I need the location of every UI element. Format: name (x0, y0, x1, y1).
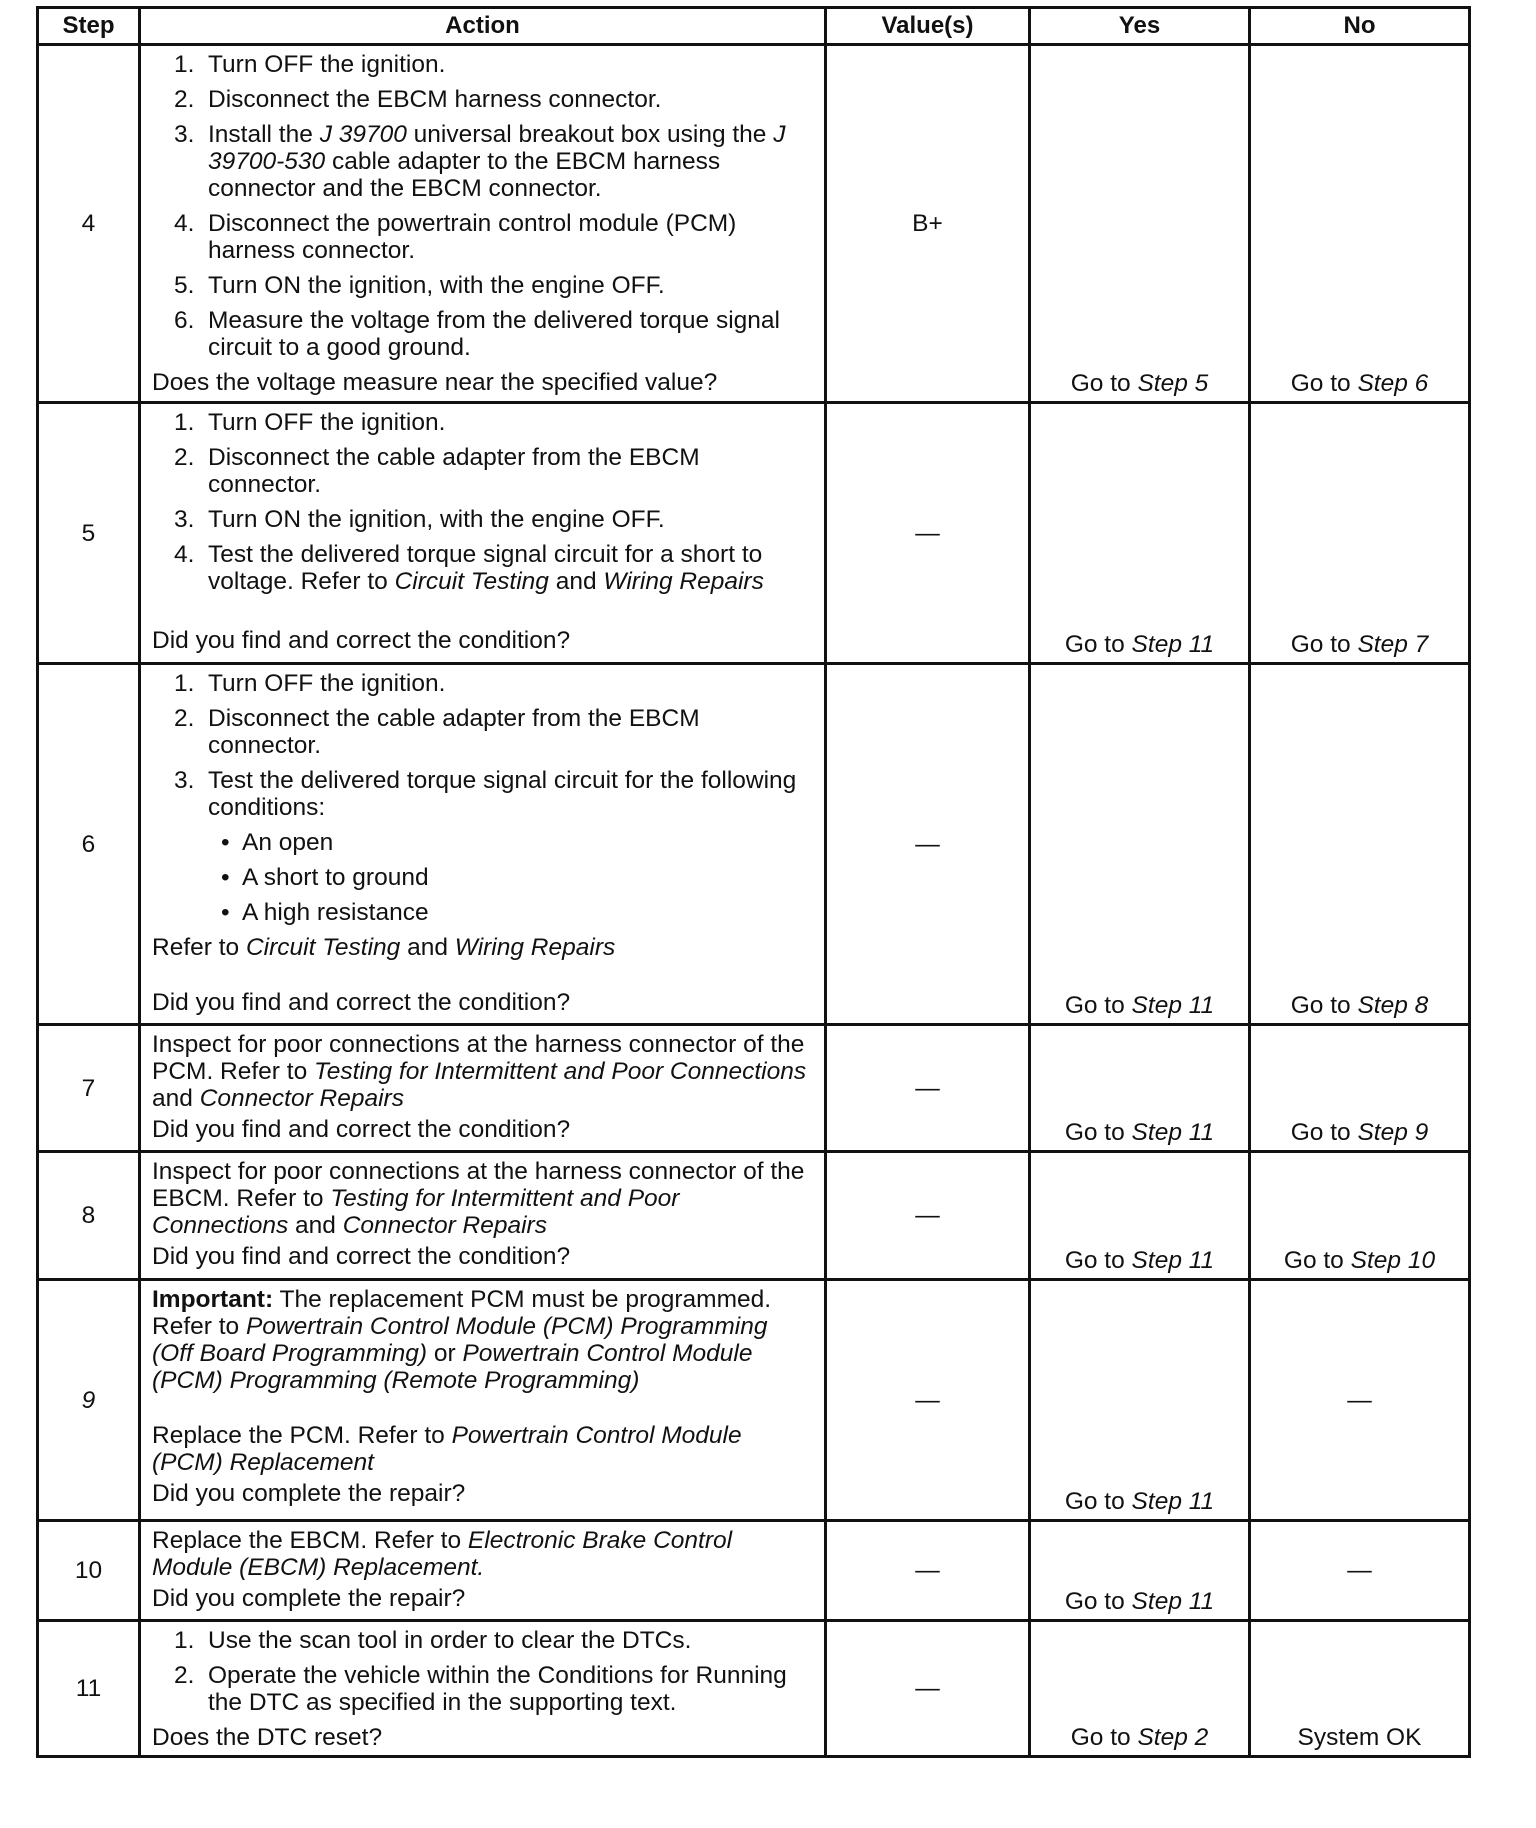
yes-cell: Go to Step 11 (1030, 1025, 1250, 1152)
reference: Wiring Repairs (454, 934, 616, 961)
no-cell: Go to Step 7 (1250, 403, 1470, 664)
step-link[interactable]: Step 11 (1131, 992, 1215, 1019)
table-row-step-7 (38, 1025, 1470, 1152)
table-row-step-8 (38, 1152, 1470, 1280)
yes-cell: Go to Step 2 (1030, 1621, 1250, 1757)
reference: Testing for Intermittent and Poor Connections (314, 1058, 807, 1085)
reference: Connector Repairs (342, 1212, 547, 1239)
important-note: Important: The replacement PCM must be programmed. Refer to Powertrain Control Module (PCM) Programming (Off Board Programming) or Powertrain Control Module (PCM) Programming (Remote Programming) (152, 1286, 772, 1394)
action-cell: Replace the EBCM. Refer to Electronic Brake Control Module (EBCM) Replacement. Did you complete the repair? (140, 1521, 826, 1621)
no-cell: — (1250, 1521, 1470, 1621)
yes-cell: Go to Step 11 (1030, 1152, 1250, 1280)
value-cell: — (826, 1621, 1030, 1757)
table-row-step-4 (38, 45, 1470, 403)
step-number: 9 (38, 1280, 140, 1521)
list-item: 1. Turn OFF the ignition. (174, 51, 446, 78)
step-link[interactable]: Step 10 (1350, 1247, 1436, 1274)
list-item: 2. Disconnect the cable adapter from the EBCM connector. (174, 705, 700, 759)
step-link[interactable]: Step 2 (1137, 1724, 1209, 1751)
action-cell (140, 403, 826, 664)
reference: Powertrain Control Module (PCM) Replacement (152, 1422, 742, 1476)
tool-reference: J 39700-530 (208, 121, 786, 175)
step-link[interactable]: Step 6 (1357, 370, 1429, 397)
no-cell: Go to Step 8 (1250, 664, 1470, 1025)
step-link[interactable]: Step 11 (1131, 1488, 1215, 1515)
header-step: Step (38, 8, 140, 45)
reference: Testing for Intermittent and Poor Connections (152, 1185, 680, 1239)
action-cell: Important: The replacement PCM must be programmed. Refer to Powertrain Control Module (PCM) Programming (Off Board Programming) or Powertrain Control Module (PCM) Programming (Remote Programming) Replace the PCM. Refer to Powertrain Control Module (PCM) Replacement Did you complete the repair? (140, 1280, 826, 1521)
question: Does the voltage measure near the specified value? (152, 369, 718, 396)
value-cell: — (826, 664, 1030, 1025)
question: Did you find and correct the condition? (152, 1243, 571, 1270)
step-link[interactable]: Step 11 (1131, 1588, 1215, 1615)
question: Did you find and correct the condition? (152, 627, 571, 654)
list-item: 1. Turn OFF the ignition. (174, 670, 446, 697)
no-cell: System OK (1250, 1621, 1470, 1757)
table-row-step-11 (38, 1621, 1470, 1757)
action-cell: Inspect for poor connections at the harness connector of the EBCM. Refer to Testing for Intermittent and Poor Connections and Connector Repairs Did you find and correct the condition? (140, 1152, 826, 1280)
yes-cell: Go to Step 5 (1030, 45, 1250, 403)
step-link[interactable]: Step 9 (1357, 1119, 1429, 1146)
step-link[interactable]: Step 8 (1357, 992, 1429, 1019)
action-cell (140, 1621, 826, 1757)
reference: Connector Repairs (199, 1085, 404, 1112)
question: Did you complete the repair? (152, 1585, 466, 1612)
diagnostic-table (36, 6, 1471, 1758)
reference: Circuit Testing (394, 568, 549, 595)
list-item: 4. Test the delivered torque signal circuit for a short to voltage. Refer to Circuit Testing and Wiring Repairs (174, 541, 764, 595)
question: Did you complete the repair? (152, 1480, 466, 1507)
table-row-step-6 (38, 664, 1470, 1025)
value-cell: — (826, 403, 1030, 664)
step-number: 4 (38, 45, 140, 403)
header-row (38, 8, 1470, 45)
yes-cell: Go to Step 11 (1030, 1280, 1250, 1521)
list-item: 1. Use the scan tool in order to clear the DTCs. (174, 1627, 692, 1654)
action-cell (140, 664, 826, 1025)
tool-reference: J 39700 (319, 121, 407, 148)
step-link[interactable]: Step 5 (1137, 370, 1209, 397)
action-cell (140, 45, 826, 403)
reference: Electronic Brake Control Module (EBCM) Replacement. (152, 1527, 733, 1581)
reference: Wiring Repairs (603, 568, 764, 595)
header-values: Value(s) (826, 8, 1030, 45)
bullet-item: • A high resistance (221, 899, 429, 926)
table-row-step-9 (38, 1280, 1470, 1521)
table-row-step-10 (38, 1521, 1470, 1621)
value-cell: B+ (826, 45, 1030, 403)
no-cell: — (1250, 1280, 1470, 1521)
list-item: 4. Disconnect the powertrain control module (PCM) harness connector. (174, 210, 737, 264)
list-item: 2. Disconnect the cable adapter from the EBCM connector. (174, 444, 700, 498)
no-cell: Go to Step 6 (1250, 45, 1470, 403)
list-item: 3. Install the J 39700 universal breakout box using the J 39700-530 cable adapter to the EBCM harness connector and the EBCM connector. (174, 121, 786, 202)
table-row-step-5 (38, 403, 1470, 664)
yes-cell: Go to Step 11 (1030, 403, 1250, 664)
reference: Circuit Testing (245, 934, 401, 961)
question: Did you find and correct the condition? (152, 989, 571, 1016)
value-cell: — (826, 1521, 1030, 1621)
reference: Powertrain Control Module (PCM) Programming (Remote Programming) (152, 1340, 753, 1394)
action-cell: Inspect for poor connections at the harness connector of the PCM. Refer to Testing for Intermittent and Poor Connections and Connector Repairs Did you find and correct the condition? (140, 1025, 826, 1152)
header-action: Action (140, 8, 826, 45)
value-cell: — (826, 1280, 1030, 1521)
step-link[interactable]: Step 11 (1131, 631, 1215, 658)
step-number: 11 (38, 1621, 140, 1757)
bullet-item: • An open (221, 829, 334, 856)
list-item: 3. Test the delivered torque signal circuit for the following conditions: (174, 767, 797, 821)
step-number: 8 (38, 1152, 140, 1280)
no-cell: Go to Step 10 (1250, 1152, 1470, 1280)
list-item: 5. Turn ON the ignition, with the engine OFF. (174, 272, 665, 299)
step-number: 5 (38, 403, 140, 664)
question: Does the DTC reset? (152, 1724, 383, 1751)
value-cell: — (826, 1025, 1030, 1152)
step-link[interactable]: Step 11 (1131, 1119, 1215, 1146)
step-number: 7 (38, 1025, 140, 1152)
step-link[interactable]: Step 11 (1131, 1247, 1215, 1274)
value-cell: — (826, 1152, 1030, 1280)
list-item: 2. Operate the vehicle within the Conditions for Running the DTC as specified in the supporting text. (174, 1662, 787, 1716)
refer-text: Refer to Circuit Testing and Wiring Repairs (152, 934, 616, 961)
step-number: 10 (38, 1521, 140, 1621)
bullet-item: • A short to ground (221, 864, 429, 891)
no-cell: Go to Step 9 (1250, 1025, 1470, 1152)
yes-cell: Go to Step 11 (1030, 1521, 1250, 1621)
header-yes: Yes (1030, 8, 1250, 45)
list-item: 3. Turn ON the ignition, with the engine OFF. (174, 506, 665, 533)
step-number: 6 (38, 664, 140, 1025)
question: Did you find and correct the condition? (152, 1116, 571, 1143)
list-item: 6. Measure the voltage from the delivered torque signal circuit to a good ground. (174, 307, 780, 361)
list-item: 2. Disconnect the EBCM harness connector. (174, 86, 662, 113)
reference: Powertrain Control Module (PCM) Programming (Off Board Programming) (152, 1313, 768, 1367)
step-link[interactable]: Step 7 (1357, 631, 1429, 658)
header-no: No (1250, 8, 1470, 45)
yes-cell: Go to Step 11 (1030, 664, 1250, 1025)
list-item: 1. Turn OFF the ignition. (174, 409, 446, 436)
